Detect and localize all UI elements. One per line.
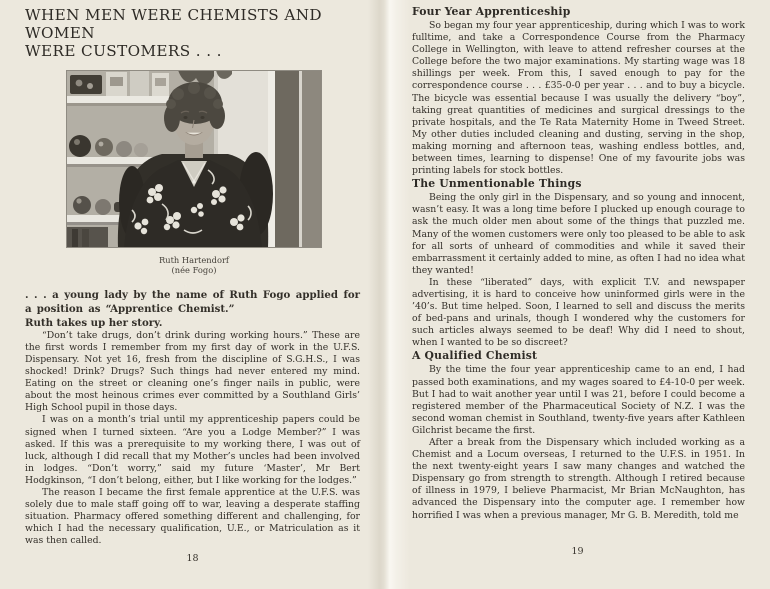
right-page-content xyxy=(412,5,745,522)
portrait-photo xyxy=(66,70,322,248)
right-section3-paragraph-1: By the time the four year apprenticeship came to an end, I had passed both examinations, and my wages soared to £4-10-0 per week. But I had to wait another year until I was 21, before I could become a registered member of the Pharmaceutical Society of N.Z. I was the second woman chemist in Southland, twenty-five years after Kathleen Gilchrist became the first. xyxy=(412,364,745,436)
page-title-line2: WERE CUSTOMERS . . . xyxy=(25,41,222,60)
page-title xyxy=(25,7,360,61)
right-section2-paragraph-2: In these “liberated” days, with explicit T.V. and newspaper advertising, it is hard to conceive how uninformed girls were in the ’40’s. But time helped. Soon, I learned to sell and discuss the merits of bed-pans and urinals, though I wondered why the customers for such articles always seemed to be deaf! Why did I need to shout, when I wanted to be so discreet? xyxy=(412,276,745,349)
page-number-right: 19 xyxy=(571,546,584,557)
left-page-content xyxy=(25,7,360,548)
left-paragraph-1: “Don’t take drugs, don’t drink during working hours.” These are the first words I remember from my first day of work in the U.F.S. Dispensary. Not yet 16, fresh from the discipline of S.G.H.S., I was shocked! Drink? Drugs? Such things had never entered my mind. Eating on the street or cleaning one’s finger nails in public, were about the most heinous crimes ever committed by a Southland Girls’ High School pupil in those days. xyxy=(25,329,360,414)
left-paragraph-3: The reason I became the first female apprentice at the U.F.S. was solely due to male staff going off to war, leaving a desperate staffing situation. Pharmacy offered something different and challenging, for which I had the necessary qualification, U.E., or Matriculation as it was then called. xyxy=(25,487,360,547)
page-number-left: 18 xyxy=(186,553,199,564)
photo-caption-name: Ruth Hartendorf xyxy=(159,254,229,265)
page-title-line1: WHEN MEN WERE CHEMISTS AND WOMEN xyxy=(25,6,322,42)
intro-lead: . . . a young lady by the name of Ruth Fogo applied for a position as “Apprentice Chemist.” xyxy=(25,288,360,315)
photo-caption xyxy=(66,255,322,275)
section-heading-qualified-chemist: A Qualified Chemist xyxy=(412,349,538,363)
section-heading-unmentionable-things: The Unmentionable Things xyxy=(412,177,582,191)
photo-caption-nee: (née Fogo) xyxy=(171,264,217,275)
left-paragraph-2: I was on a month’s trial until my apprenticeship papers could be signed when I turned sixteen. “Are you a Lodge Member?” I was asked. If this was a prerequisite to my working there, I was out of luck, although I did recall that my Mother’s uncles had been involved in lodges. “Don’t worry,” said my future ‘Master’, Mr Bert Hodgkinson, “I don’t belong, either, but I like working for the lodges.” xyxy=(25,414,360,486)
right-section2-paragraph-1: Being the only girl in the Dispensary, and so young and innocent, wasn’t easy. It was a long time before I plucked up enough courage to ask the much older men about some of the things that puzzled me. Many of the women customers were only too pleased to be able to ask for all sorts of unheard of commodities and while it saved their embarrassment it certainly added to mine, as often I had no idea what they wanted! xyxy=(412,192,745,276)
section-heading-four-year-apprenticeship: Four Year Apprenticeship xyxy=(412,5,571,18)
intro-subheading: Ruth takes up her story. xyxy=(25,316,163,329)
right-section1-paragraph-1: So began my four year apprenticeship, during which I was to work fulltime, and take a Correspondence Course from the Pharmacy College in Wellington, with leave to attend refresher courses at the College before the two major examinations. My starting wage was 18 shillings per week. From this, I saved enough to pay for the correspondence course . . . £35-0-0 per year . . . and to buy a bicycle. The bicycle was essential because I was usually the delivery “boy”, taking great quantities of medicines and surgical dressings to the private hospitals, and the Te Rata Maternity Home in Tweed Street. My other duties included cleaning and dusting, serving in the shop, making morning and afternoon teas, washing endless bottles, and, between times, learning to dispense! One of my favourite jobs was printing labels for stock bottles. xyxy=(412,20,745,177)
right-section3-paragraph-2: After a break from the Dispensary which included working as a Chemist and a Locum overseas, I returned to the U.F.S. in 1951. In the next twenty-eight years I saw many changes and watched the Dispensary go from strength to strength. Although I retired because of illness in 1979, I believe Pharmacist, Mr Brian McNaughton, has advanced the Dispensary into the computer age. I remember how horrified I was when a previous manager, Mr G. B. Meredith, told me xyxy=(412,437,745,521)
portrait-photo-figure xyxy=(66,70,322,275)
right-page xyxy=(385,0,770,589)
